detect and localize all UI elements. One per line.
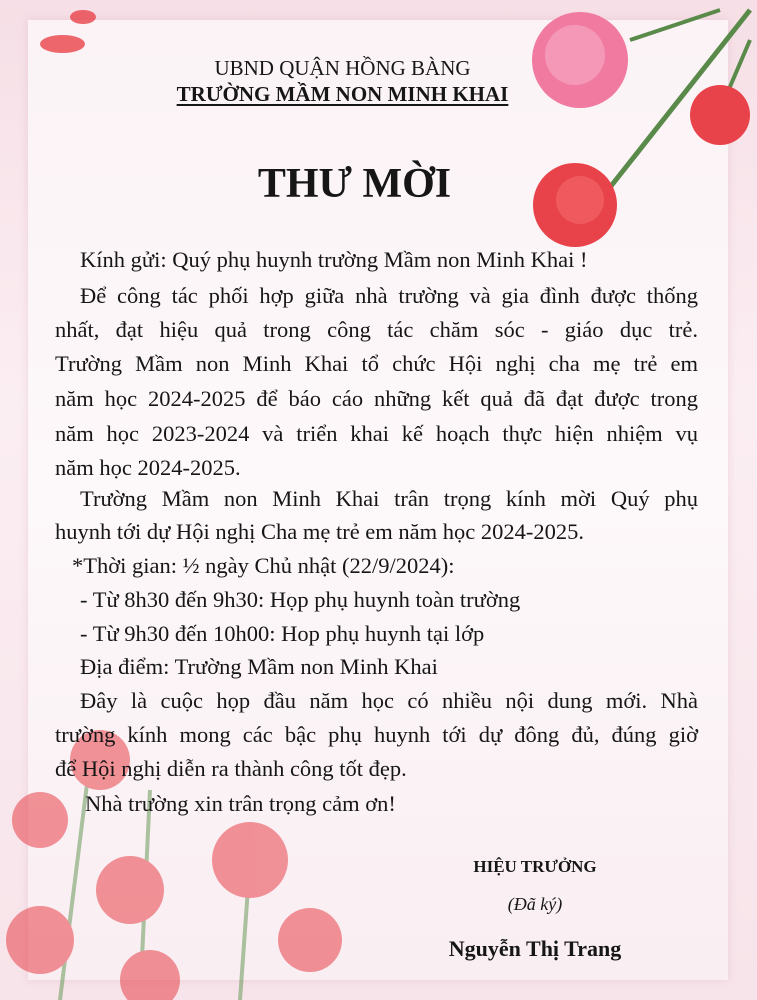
signed-note: (Đã ký) bbox=[507, 894, 563, 914]
paragraph-line: Trường Mầm non Minh Khai trân trọng kính mời Quý phụ bbox=[80, 486, 698, 511]
paragraph-line: năm học 2024-2025 để báo cáo những kết quả đã đạt được trong bbox=[55, 386, 698, 411]
paragraph-line: năm học 2024-2025. bbox=[55, 455, 241, 480]
paragraph-line: nhất, đạt hiệu quả trong công tác chăm sóc - giáo dục trẻ. bbox=[55, 317, 698, 342]
paragraph-line: để Hội nghị diễn ra thành công tốt đẹp. bbox=[55, 756, 407, 781]
signer-role: HIỆU TRƯỞNG bbox=[473, 857, 597, 876]
letter-title: THƯ MỜI bbox=[257, 161, 452, 207]
authority-name: UBND QUẬN HỒNG BÀNG bbox=[214, 56, 471, 80]
signer-name: Nguyễn Thị Trang bbox=[448, 936, 622, 961]
school-name-text: TRƯỜNG MẦM NON MINH KHAI bbox=[176, 82, 509, 106]
paragraph-line: Trường Mầm non Minh Khai tổ chức Hội nghị cha mẹ trẻ em bbox=[55, 351, 698, 376]
location: Địa điểm: Trường Mầm non Minh Khai bbox=[80, 654, 438, 679]
thanks-line: Nhà trường xin trân trọng cảm ơn! bbox=[85, 791, 396, 816]
petal-decoration bbox=[40, 35, 85, 53]
greeting: Kính gửi: Quý phụ huynh trường Mầm non Minh Khai ! bbox=[80, 247, 588, 272]
petal-decoration bbox=[70, 10, 96, 24]
schedule-item: - Từ 8h30 đến 9h30: Họp phụ huynh toàn trường bbox=[80, 587, 521, 612]
carnation-top-right-decoration bbox=[520, 0, 757, 250]
paragraph-line: trường kính mong các bậc phụ huynh tới dự đông đủ, đúng giờ bbox=[55, 722, 698, 747]
time-label: *Thời gian: ½ ngày Chủ nhật (22/9/2024): bbox=[72, 553, 455, 578]
school-name bbox=[0, 82, 721, 107]
paragraph-line: huynh tới dự Hội nghị Cha mẹ trẻ em năm học 2024-2025. bbox=[55, 519, 585, 544]
paragraph-line: Đây là cuộc họp đầu năm học có nhiều nội dung mới. Nhà bbox=[80, 688, 698, 713]
paragraph-line: năm học 2023-2024 và triển khai kế hoạch thực hiện nhiệm vụ bbox=[55, 421, 698, 446]
schedule-item: - Từ 9h30 đến 10h00: Hop phụ huynh tại lớp bbox=[80, 621, 485, 646]
paragraph-line: Để công tác phối hợp giữa nhà trường và gia đình được thống bbox=[80, 283, 698, 308]
